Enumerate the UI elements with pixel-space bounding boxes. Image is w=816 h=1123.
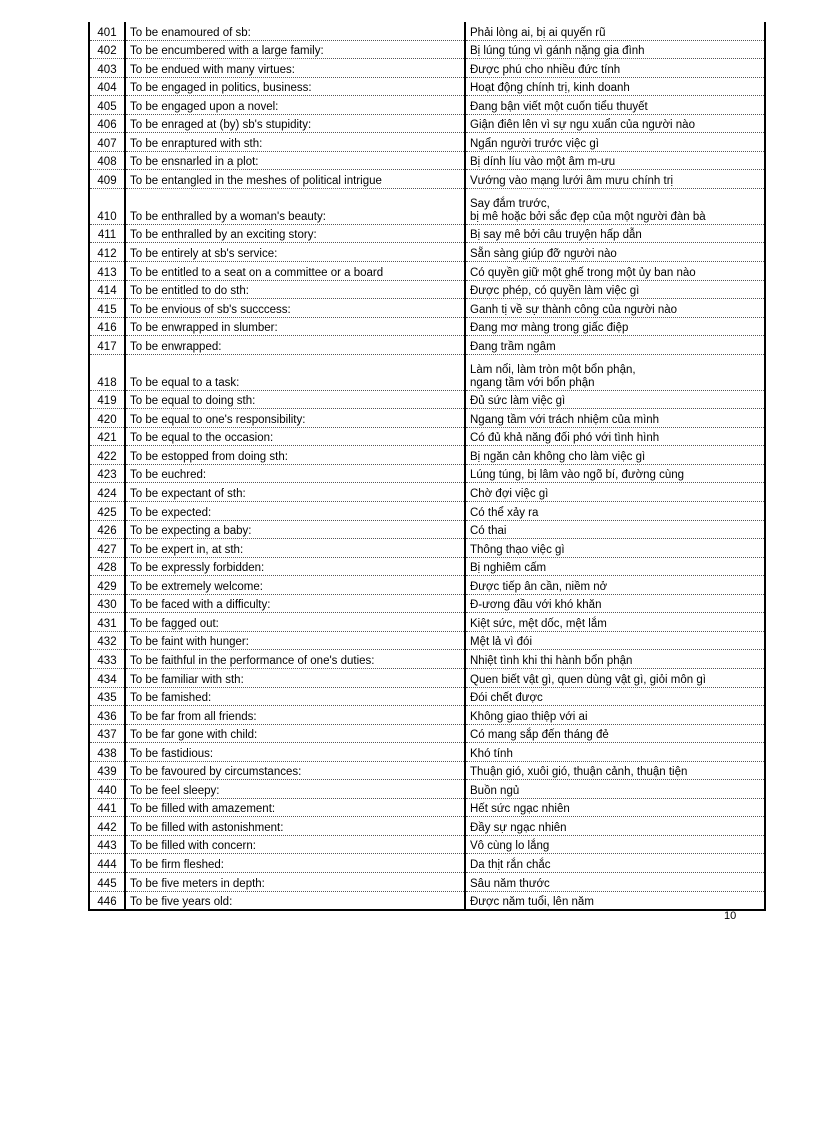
- vietnamese-meaning: Có thể xảy ra: [465, 502, 765, 521]
- english-phrase: To be equal to one's responsibility:: [125, 409, 465, 428]
- english-phrase: To be euchred:: [125, 464, 465, 483]
- table-row: [89, 409, 765, 428]
- table-row: [89, 539, 765, 558]
- table-row: [89, 780, 765, 799]
- entry-number: 421: [89, 427, 125, 446]
- table-row: [89, 96, 765, 115]
- entry-number: 425: [89, 502, 125, 521]
- entry-number: 431: [89, 613, 125, 632]
- english-phrase: To be familiar with sth:: [125, 668, 465, 687]
- vietnamese-meaning: Có thai: [465, 520, 765, 539]
- english-phrase: To be five meters in depth:: [125, 872, 465, 891]
- table-row: [89, 151, 765, 170]
- table-row: [89, 427, 765, 446]
- english-phrase: To be expecting a baby:: [125, 520, 465, 539]
- vietnamese-meaning: Lúng túng, bị lâm vào ngõ bí, đường cùng: [465, 464, 765, 483]
- table-row: [89, 77, 765, 96]
- entry-number: 429: [89, 576, 125, 595]
- entry-number: 411: [89, 224, 125, 243]
- english-phrase: To be expectant of sth:: [125, 483, 465, 502]
- table-row: [89, 650, 765, 669]
- entry-number: 405: [89, 96, 125, 115]
- vietnamese-meaning: Bị lúng túng vì gánh nặng gia đình: [465, 40, 765, 59]
- table-row: [89, 133, 765, 152]
- table-row: [89, 317, 765, 336]
- vietnamese-meaning: Giận điên lên vì sự ngu xuẩn của người nào: [465, 114, 765, 133]
- vocabulary-rows: [89, 22, 765, 910]
- entry-number: 413: [89, 262, 125, 281]
- english-phrase: To be expressly forbidden:: [125, 557, 465, 576]
- table-row: [89, 22, 765, 40]
- page-number: 10: [724, 910, 737, 922]
- vietnamese-meaning: Được phú cho nhiều đức tính: [465, 59, 765, 78]
- vietnamese-meaning: Nhiệt tình khi thi hành bổn phận: [465, 650, 765, 669]
- english-phrase: To be enamoured of sb:: [125, 22, 465, 40]
- entry-number: 436: [89, 706, 125, 725]
- english-phrase: To be famished:: [125, 687, 465, 706]
- vietnamese-meaning: Đủ sức làm việc gì: [465, 390, 765, 409]
- english-phrase: To be expert in, at sth:: [125, 539, 465, 558]
- entry-number: 401: [89, 22, 125, 40]
- vietnamese-meaning-line: bị mê hoặc bởi sắc đẹp của một người đàn bà: [470, 210, 706, 223]
- vietnamese-meaning: Có đủ khả năng đối phó với tình hình: [465, 427, 765, 446]
- entry-number: 403: [89, 59, 125, 78]
- vietnamese-meaning: Có quyền giữ một ghế trong một ủy ban nào: [465, 262, 765, 281]
- english-phrase: To be extremely welcome:: [125, 576, 465, 595]
- english-phrase: To be entitled to a seat on a committee or a board: [125, 262, 465, 281]
- vietnamese-meaning: Ngang tầm với trách nhiệm của mình: [465, 409, 765, 428]
- table-row: [89, 280, 765, 299]
- vietnamese-meaning: Đang mơ màng trong giấc điệp: [465, 317, 765, 336]
- entry-number: 418: [89, 354, 125, 390]
- table-row: [89, 817, 765, 836]
- entry-number: 441: [89, 798, 125, 817]
- english-phrase: To be entitled to do sth:: [125, 280, 465, 299]
- entry-number: 423: [89, 464, 125, 483]
- vietnamese-meaning: Sẵn sàng giúp đỡ người nào: [465, 243, 765, 262]
- entry-number: 424: [89, 483, 125, 502]
- table-row: [89, 299, 765, 318]
- vietnamese-meaning-line: Say đắm trước,: [470, 197, 550, 210]
- vietnamese-meaning: [465, 188, 765, 224]
- english-phrase: To be enwrapped:: [125, 336, 465, 355]
- table-row: [89, 668, 765, 687]
- vietnamese-meaning: Có mang sắp đến tháng đẻ: [465, 724, 765, 743]
- entry-number: 427: [89, 539, 125, 558]
- english-phrase: To be estopped from doing sth:: [125, 446, 465, 465]
- table-row: [89, 446, 765, 465]
- english-phrase: To be fagged out:: [125, 613, 465, 632]
- english-phrase: To be faithful in the performance of one's duties:: [125, 650, 465, 669]
- table-row: [89, 483, 765, 502]
- vietnamese-meaning: Mệt lả vì đói: [465, 631, 765, 650]
- vietnamese-meaning: Vô cùng lo lắng: [465, 835, 765, 854]
- english-phrase: To be far gone with child:: [125, 724, 465, 743]
- english-phrase: To be fastidious:: [125, 743, 465, 762]
- table-row: [89, 520, 765, 539]
- table-row: [89, 40, 765, 59]
- table-row: [89, 336, 765, 355]
- english-phrase: To be faint with hunger:: [125, 631, 465, 650]
- vietnamese-meaning: Thuận gió, xuôi gió, thuận cảnh, thuận tiện: [465, 761, 765, 780]
- table-row: [89, 557, 765, 576]
- english-phrase: To be equal to a task:: [125, 354, 465, 390]
- english-phrase: To be filled with amazement:: [125, 798, 465, 817]
- entry-number: 435: [89, 687, 125, 706]
- table-row: [89, 743, 765, 762]
- entry-number: 430: [89, 594, 125, 613]
- vietnamese-meaning: Quen biết vật gì, quen dùng vật gì, giỏi môn gì: [465, 668, 765, 687]
- table-row: [89, 464, 765, 483]
- vietnamese-meaning: Khó tính: [465, 743, 765, 762]
- vietnamese-meaning: Được phép, có quyền làm việc gì: [465, 280, 765, 299]
- entry-number: 437: [89, 724, 125, 743]
- english-phrase: To be far from all friends:: [125, 706, 465, 725]
- table-row: [89, 262, 765, 281]
- english-phrase: To be equal to doing sth:: [125, 390, 465, 409]
- table-row: [89, 613, 765, 632]
- english-phrase: To be endued with many virtues:: [125, 59, 465, 78]
- vietnamese-meaning: Buồn ngủ: [465, 780, 765, 799]
- entry-number: 404: [89, 77, 125, 96]
- table-row: [89, 854, 765, 873]
- english-phrase: To be firm fleshed:: [125, 854, 465, 873]
- entry-number: 428: [89, 557, 125, 576]
- entry-number: 446: [89, 891, 125, 910]
- english-phrase: To be faced with a difficulty:: [125, 594, 465, 613]
- entry-number: 426: [89, 520, 125, 539]
- vietnamese-meaning: Sâu năm thước: [465, 872, 765, 891]
- english-phrase: To be ensnarled in a plot:: [125, 151, 465, 170]
- entry-number: 417: [89, 336, 125, 355]
- english-phrase: To be enwrapped in slumber:: [125, 317, 465, 336]
- vietnamese-meaning: Ganh tị về sự thành công của người nào: [465, 299, 765, 318]
- table-row: [89, 188, 765, 224]
- english-phrase: To be envious of sb's succcess:: [125, 299, 465, 318]
- table-row: [89, 390, 765, 409]
- vietnamese-meaning: Đang trầm ngâm: [465, 336, 765, 355]
- table-row: [89, 594, 765, 613]
- entry-number: 414: [89, 280, 125, 299]
- entry-number: 422: [89, 446, 125, 465]
- entry-number: 442: [89, 817, 125, 836]
- table-row: [89, 835, 765, 854]
- entry-number: 416: [89, 317, 125, 336]
- vietnamese-meaning: Da thịt rắn chắc: [465, 854, 765, 873]
- english-phrase: To be engaged upon a novel:: [125, 96, 465, 115]
- vietnamese-meaning: Được tiếp ân cần, niềm nở: [465, 576, 765, 595]
- english-phrase: To be entirely at sb's service:: [125, 243, 465, 262]
- vietnamese-meaning: Phải lòng ai, bị ai quyến rũ: [465, 22, 765, 40]
- table-row: [89, 706, 765, 725]
- english-phrase: To be encumbered with a large family:: [125, 40, 465, 59]
- english-phrase: To be entangled in the meshes of political intrigue: [125, 170, 465, 189]
- entry-number: 434: [89, 668, 125, 687]
- vietnamese-meaning: Bị ngăn cản không cho làm việc gì: [465, 446, 765, 465]
- table-row: [89, 798, 765, 817]
- entry-number: 444: [89, 854, 125, 873]
- entry-number: 445: [89, 872, 125, 891]
- table-row: [89, 243, 765, 262]
- vietnamese-meaning: Hoạt động chính trị, kinh doanh: [465, 77, 765, 96]
- entry-number: 402: [89, 40, 125, 59]
- entry-number: 419: [89, 390, 125, 409]
- table-row: [89, 891, 765, 910]
- entry-number: 407: [89, 133, 125, 152]
- vietnamese-meaning: Bị say mê bởi câu truyện hấp dẫn: [465, 224, 765, 243]
- vietnamese-meaning: Đói chết được: [465, 687, 765, 706]
- entry-number: 432: [89, 631, 125, 650]
- entry-number: 412: [89, 243, 125, 262]
- vietnamese-meaning: Bị nghiêm cấm: [465, 557, 765, 576]
- english-phrase: To be enraptured with sth:: [125, 133, 465, 152]
- entry-number: 409: [89, 170, 125, 189]
- vietnamese-meaning: Không giao thiệp với ai: [465, 706, 765, 725]
- entry-number: 438: [89, 743, 125, 762]
- vietnamese-meaning: [465, 354, 765, 390]
- vietnamese-meaning: Chờ đợi việc gì: [465, 483, 765, 502]
- vocabulary-table: [88, 22, 766, 911]
- entry-number: 433: [89, 650, 125, 669]
- entry-number: 440: [89, 780, 125, 799]
- table-row: [89, 724, 765, 743]
- english-phrase: To be filled with astonishment:: [125, 817, 465, 836]
- entry-number: 415: [89, 299, 125, 318]
- table-row: [89, 59, 765, 78]
- table-row: [89, 631, 765, 650]
- vietnamese-meaning-line: Làm nổi, làm tròn một bổn phận,: [470, 363, 636, 376]
- table-row: [89, 687, 765, 706]
- entry-number: 406: [89, 114, 125, 133]
- english-phrase: To be engaged in politics, business:: [125, 77, 465, 96]
- english-phrase: To be five years old:: [125, 891, 465, 910]
- table-row: [89, 761, 765, 780]
- english-phrase: To be enthralled by a woman's beauty:: [125, 188, 465, 224]
- table-row: [89, 224, 765, 243]
- vietnamese-meaning: Thông thạo việc gì: [465, 539, 765, 558]
- table-row: [89, 170, 765, 189]
- entry-number: 410: [89, 188, 125, 224]
- vietnamese-meaning: Hết sức ngạc nhiên: [465, 798, 765, 817]
- entry-number: 443: [89, 835, 125, 854]
- vietnamese-meaning: Bị dính líu vào một âm m-ưu: [465, 151, 765, 170]
- vietnamese-meaning-line: ngang tầm với bổn phận: [470, 376, 595, 389]
- table-row: [89, 502, 765, 521]
- english-phrase: To be feel sleepy:: [125, 780, 465, 799]
- vietnamese-meaning: Ngẩn người trước việc gì: [465, 133, 765, 152]
- vietnamese-meaning: Kiệt sức, mệt dốc, mệt lắm: [465, 613, 765, 632]
- vietnamese-meaning: Đầy sự ngạc nhiên: [465, 817, 765, 836]
- entry-number: 439: [89, 761, 125, 780]
- vietnamese-meaning: Được năm tuổi, lên năm: [465, 891, 765, 910]
- english-phrase: To be filled with concern:: [125, 835, 465, 854]
- vietnamese-meaning: Vướng vào mạng lưới âm mưu chính trị: [465, 170, 765, 189]
- entry-number: 420: [89, 409, 125, 428]
- english-phrase: To be enraged at (by) sb's stupidity:: [125, 114, 465, 133]
- table-row: [89, 576, 765, 595]
- english-phrase: To be expected:: [125, 502, 465, 521]
- vietnamese-meaning: Đ-ương đầu với khó khăn: [465, 594, 765, 613]
- english-phrase: To be equal to the occasion:: [125, 427, 465, 446]
- table-row: [89, 114, 765, 133]
- table-row: [89, 872, 765, 891]
- english-phrase: To be enthralled by an exciting story:: [125, 224, 465, 243]
- table-row: [89, 354, 765, 390]
- entry-number: 408: [89, 151, 125, 170]
- vietnamese-meaning: Đang bận viết một cuốn tiểu thuyết: [465, 96, 765, 115]
- english-phrase: To be favoured by circumstances:: [125, 761, 465, 780]
